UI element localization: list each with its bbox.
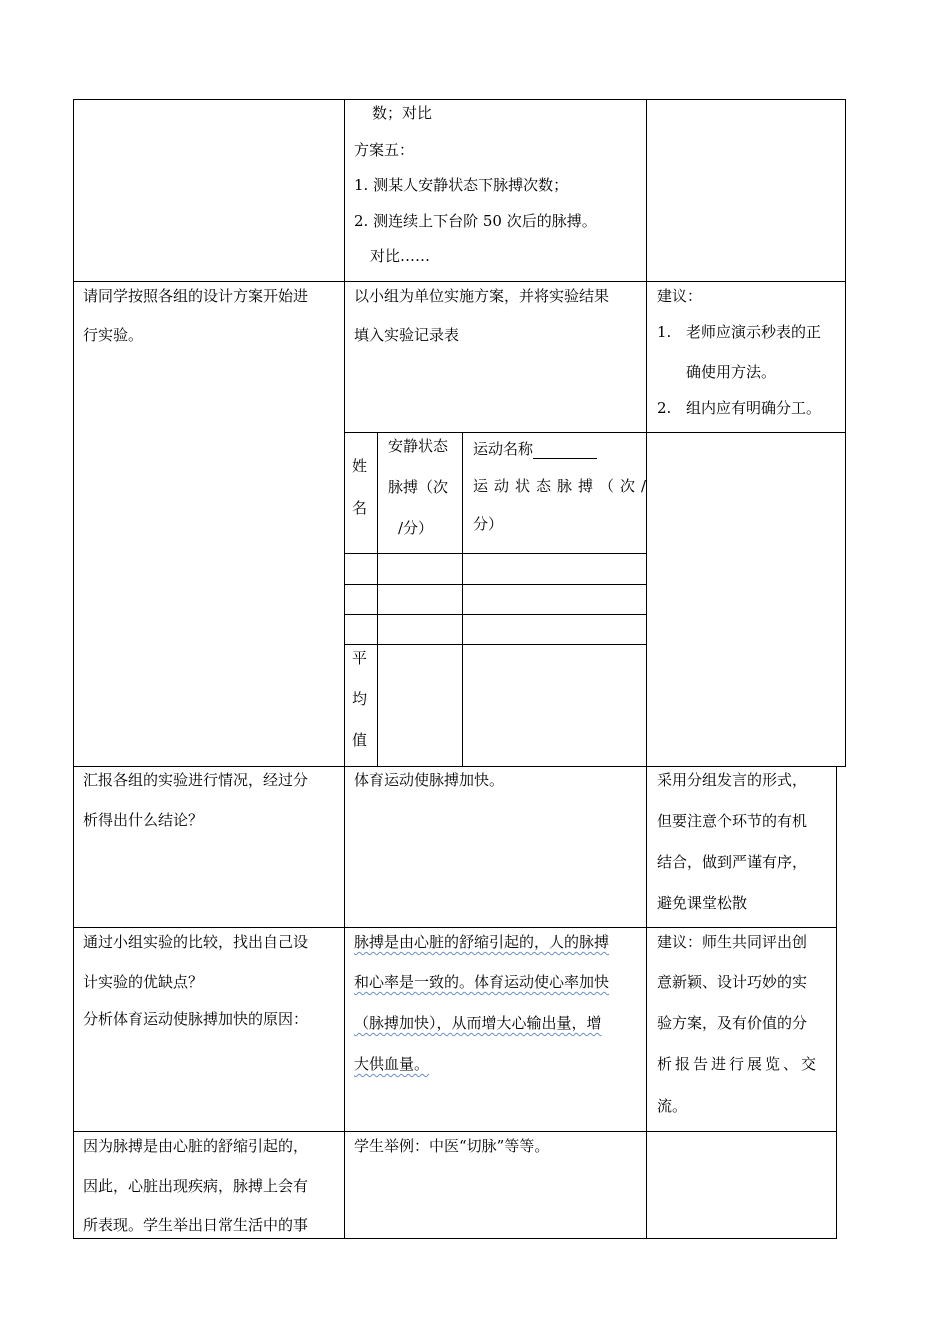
rule bbox=[377, 432, 378, 766]
rule bbox=[73, 1238, 837, 1239]
text-line: 流。 bbox=[657, 1097, 688, 1115]
text-line: 体育运动使脉搏加快。 bbox=[354, 771, 505, 789]
text-line: 计实验的优缺点？ bbox=[83, 973, 204, 991]
text-line: 以小组为单位实施方案，并将实验结果 bbox=[354, 287, 610, 305]
rule bbox=[344, 644, 646, 645]
text-line: 意新颖、设计巧妙的实 bbox=[657, 973, 808, 991]
rule bbox=[344, 584, 646, 585]
rule bbox=[73, 766, 846, 767]
rule bbox=[73, 99, 74, 1239]
text-line: 大供血量。 bbox=[354, 1055, 430, 1073]
text-line: 所表现。学生举出日常生活中的事 bbox=[83, 1216, 309, 1234]
text-line: 汇报各组的实验进行情况，经过分 bbox=[83, 771, 309, 789]
text-line: 建议： bbox=[657, 287, 703, 305]
text-line: 采用分组发言的形式， bbox=[657, 771, 808, 789]
text-line: 数；对比 bbox=[372, 104, 433, 122]
text-line: 因为脉搏是由心脏的舒缩引起的， bbox=[83, 1137, 309, 1155]
text-line: 验方案，及有价值的分 bbox=[657, 1014, 808, 1032]
text-line: 但要注意个环节的有机 bbox=[657, 812, 808, 830]
text-line: 对比…… bbox=[370, 247, 431, 265]
rule bbox=[73, 99, 846, 100]
text-line: 确使用方法。 bbox=[686, 363, 777, 381]
list-number: 2. bbox=[657, 399, 672, 417]
text-line: 通过小组实验的比较，找出自己设 bbox=[83, 933, 309, 951]
text-line: 建议：师生共同评出创 bbox=[657, 933, 808, 951]
rule bbox=[836, 766, 837, 1239]
rule bbox=[344, 432, 846, 433]
list-number: 1. bbox=[657, 323, 672, 341]
avg-label: 均 bbox=[352, 690, 368, 708]
text-line: （脉搏加快），从而增大心输出量，增 bbox=[354, 1014, 602, 1032]
header-rest: 脉搏（次 bbox=[388, 478, 449, 496]
text-line: 结合，做到严谨有序， bbox=[657, 853, 808, 871]
rule bbox=[462, 432, 463, 766]
rule bbox=[73, 281, 846, 282]
rule bbox=[344, 553, 646, 554]
text-line: 请同学按照各组的设计方案开始进 bbox=[83, 287, 309, 305]
text-line: 组内应有明确分工。 bbox=[686, 399, 822, 417]
avg-label: 值 bbox=[352, 731, 368, 749]
sport-name-label: 运动名称 bbox=[473, 440, 534, 458]
text-line: 脉搏是由心脏的舒缩引起的，人的脉搏 bbox=[354, 933, 610, 951]
header-rest: /分） bbox=[398, 519, 434, 537]
text-line: 学生举例：中医“切脉”等等。 bbox=[354, 1137, 550, 1155]
avg-label: 平 bbox=[352, 649, 368, 667]
header-name-1: 姓 bbox=[352, 457, 368, 475]
header-rest: 安静状态 bbox=[388, 437, 449, 455]
text-line: 因此，心脏出现疾病，脉搏上会有 bbox=[83, 1177, 309, 1195]
text-line: 2. 测连续上下台阶 50 次后的脉搏。 bbox=[354, 212, 597, 230]
text-line: 填入实验记录表 bbox=[354, 326, 460, 344]
text-line: 老师应演示秒表的正 bbox=[686, 323, 822, 341]
text-line: 1. 测某人安静状态下脉搏次数； bbox=[354, 176, 569, 194]
header-sport: 分） bbox=[473, 515, 504, 533]
sport-name-blank bbox=[533, 444, 597, 459]
rule bbox=[646, 99, 647, 1239]
text-line: 避免课堂松散 bbox=[657, 894, 748, 912]
text-line: 分析体育运动使脉搏加快的原因： bbox=[83, 1010, 309, 1028]
rule bbox=[344, 614, 646, 615]
text-line: 行实验。 bbox=[83, 326, 144, 344]
header-sport-name bbox=[473, 439, 597, 459]
header-sport: 运动状态脉搏（次/ bbox=[473, 477, 653, 495]
rule bbox=[73, 1131, 837, 1132]
text-line: 和心率是一致的。体育运动使心率加快 bbox=[354, 973, 610, 991]
text-line: 析报告进行展览、交 bbox=[657, 1055, 820, 1073]
header-name-2: 名 bbox=[352, 499, 368, 517]
text-line: 方案五： bbox=[354, 141, 415, 159]
rule bbox=[344, 99, 345, 1239]
text-line: 析得出什么结论？ bbox=[83, 811, 204, 829]
rule bbox=[73, 927, 837, 928]
